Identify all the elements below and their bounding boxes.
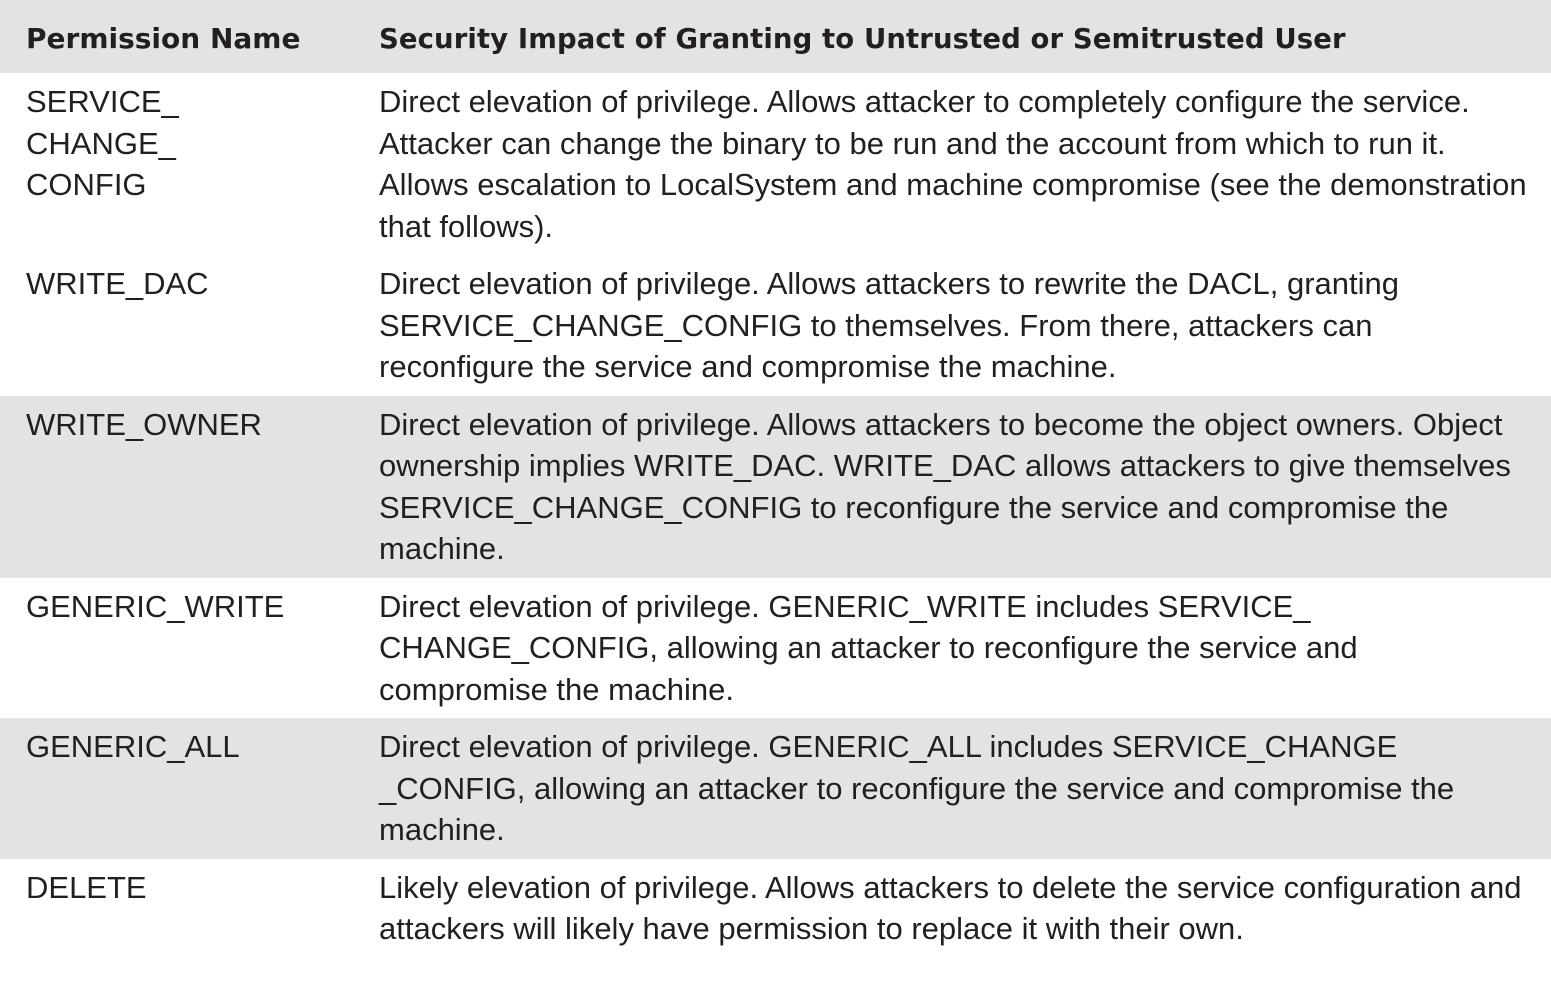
security-impact-cell: Direct elevation of privilege. Allows attacker to completely configure the service. Attacker can change the binary to be run and the account from which to run it. Allows escalation to LocalSystem and machine compromise (see the demonstration that follows).	[379, 84, 1527, 244]
table-row	[0, 578, 1551, 719]
header-row	[0, 0, 1551, 73]
permission-name-cell: GENERIC_ALL	[0, 718, 352, 859]
permission-name-cell: SERVICE_ CHANGE_ CONFIG	[26, 84, 179, 202]
security-impact-cell: Direct elevation of privilege. GENERIC_WRITE includes SERVICE_ CHANGE_CONFIG, allowing an attacker to reconfigure the service and compromise the machine.	[379, 588, 1358, 707]
table-row	[0, 859, 1551, 958]
table-body	[0, 73, 1551, 958]
security-impact-cell: Likely elevation of privilege. Allows attackers to delete the service configuration and attackers will likely have permission to replace it with their own.	[379, 869, 1522, 946]
permission-name-cell: WRITE_OWNER	[0, 396, 352, 578]
permission-name-cell: WRITE_DAC	[26, 266, 209, 301]
security-impact-cell: Direct elevation of privilege. Allows attackers to rewrite the DACL, granting SERVICE_CHANGE_CONFIG to themselves. From there, attackers can reconfigure the service and compromise the machine.	[379, 266, 1400, 384]
security-impact-cell: Direct elevation of privilege. Allows attackers to become the object owners. Object ownership implies WRITE_DAC. WRITE_DAC allows attackers to give themselves SERVICE_CHANGE_CONFIG to reconfigure the service and compromise the machine.	[352, 396, 1551, 578]
permission-name-cell: DELETE	[26, 869, 147, 905]
table-row	[0, 73, 1551, 255]
permission-name-cell: GENERIC_WRITE	[26, 588, 285, 624]
header-security-impact: Security Impact of Granting to Untrusted or Semitrusted User	[352, 0, 1551, 73]
security-impact-cell: Direct elevation of privilege. GENERIC_ALL includes SERVICE_CHANGE _CONFIG, allowing an attacker to reconfigure the service and compromise the machine.	[352, 718, 1551, 859]
table-row	[0, 718, 1551, 859]
table-header	[0, 0, 1551, 73]
table-row	[0, 255, 1551, 396]
header-permission-name: Permission Name	[0, 0, 352, 73]
table-row	[0, 396, 1551, 578]
